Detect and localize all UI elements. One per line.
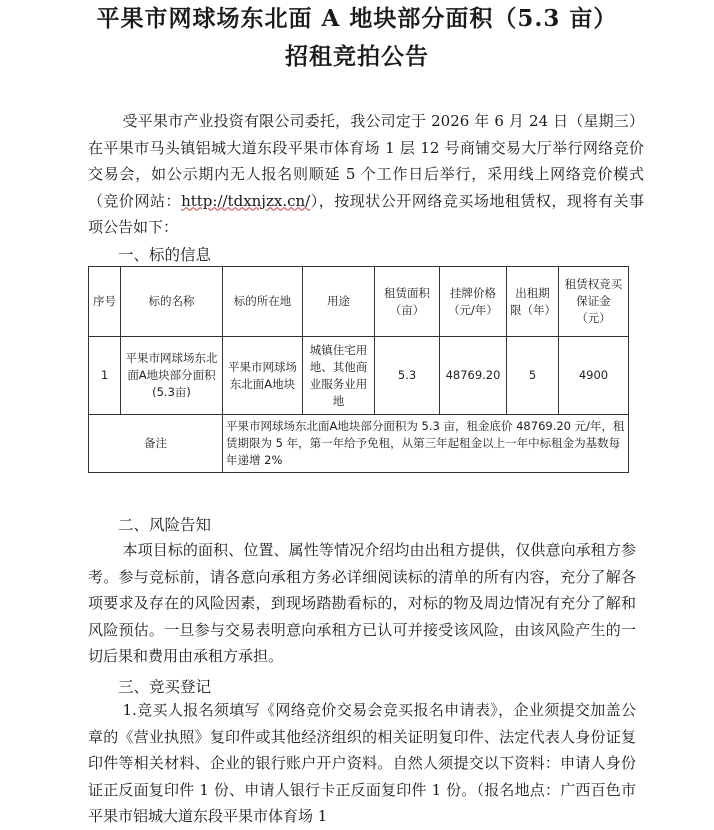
header-location: 标的所在地 bbox=[223, 267, 303, 337]
registration-paragraph: 1.竞买人报名须填写《网络竞价交易会竞买报名申请表》，企业须提交加盖公章的《营业执照》复印件或其他经济组织的相关证明复印件、法定代表人身份证复印件等相关材料、企业的银行账户开户资料。自然人须提交以下资料：申请人身份证正反面复印件 1 份、申请人银行卡正反面复印件 1 份。（报名地点：广西百色市平果市铝城大道东段平果市体育场 1 bbox=[88, 701, 636, 825]
cell-seq: 1 bbox=[89, 337, 121, 415]
page-title-line1: 平果市网球场东北面 A 地块部分面积（5.3 亩） bbox=[96, 5, 618, 32]
header-area: 租赁面积（亩） bbox=[375, 267, 440, 337]
header-use: 用途 bbox=[303, 267, 375, 337]
section3-heading: 三、竞买登记 bbox=[118, 678, 212, 696]
cell-name: 平果市网球场东北面A地块部分面积(5.3亩) bbox=[121, 337, 223, 415]
cell-use: 城镇住宅用地、其他商业服务业用地 bbox=[303, 337, 375, 415]
risk-notice-paragraph: 本项目标的面积、位置、属性等情况介绍均由出租方提供，仅供意向承租方参考。参与竞标前，请各意向承租方务必详细阅读标的清单的所有内容，充分了解各项要求及存在的风险因素，到现场踏勘看标的，对标的物及周边情况有充分了解和风险预估。一旦参与交易表明意向承租方已认可并接受该风险，由该风险产生的一切后果和费用由承租方承担。 bbox=[88, 541, 636, 665]
cell-area: 5.3 bbox=[375, 337, 440, 415]
cell-deposit: 4900 bbox=[559, 337, 629, 415]
cell-location: 平果市网球场东北面A地块 bbox=[223, 337, 303, 415]
header-price: 挂牌价格（元/年） bbox=[440, 267, 507, 337]
page-title-line2: 招租竞拍公告 bbox=[285, 43, 429, 70]
table-note-row bbox=[89, 415, 629, 473]
section2-heading: 二、风险告知 bbox=[118, 516, 212, 534]
note-label: 备注 bbox=[89, 415, 223, 473]
section1-heading: 一、标的信息 bbox=[118, 246, 212, 264]
header-term: 出租期限（年） bbox=[507, 267, 559, 337]
intro-paragraph bbox=[88, 108, 644, 241]
cell-term: 5 bbox=[507, 337, 559, 415]
auction-website-link[interactable]: http://tdxnjzx.cn/ bbox=[181, 191, 311, 210]
table-row bbox=[89, 337, 629, 415]
subject-info-table bbox=[88, 266, 629, 473]
cell-price: 48769.20 bbox=[440, 337, 507, 415]
intro-text-part2: ），按现状公开网络竞买场地租赁权，现将有关事项公告如下： bbox=[88, 191, 644, 236]
note-content: 平果市网球场东北面A地块部分面积为 5.3 亩，租金底价 48769.20 元/年，租赁期限为 5 年，第一年给予免租，从第三年起租金以上一年中标租金为基数每年递增 2% bbox=[223, 415, 629, 473]
header-seq: 序号 bbox=[89, 267, 121, 337]
header-deposit: 租赁权竞买保证金（元） bbox=[559, 267, 629, 337]
intro-text-part1: 受平果市产业投资有限公司委托，我公司定于 2026 年 6 月 24 日（星期三）在平果市马头镇铝城大道东段平果市体育场 1 层 12 号商铺交易大厅举行网络竞价交易会，如公示期内无人报名则顺延 5 个工作日后举行，采用线上网络竞价模式（竞价网站： bbox=[88, 112, 644, 210]
table-header-row bbox=[89, 267, 629, 337]
header-name: 标的名称 bbox=[121, 267, 223, 337]
